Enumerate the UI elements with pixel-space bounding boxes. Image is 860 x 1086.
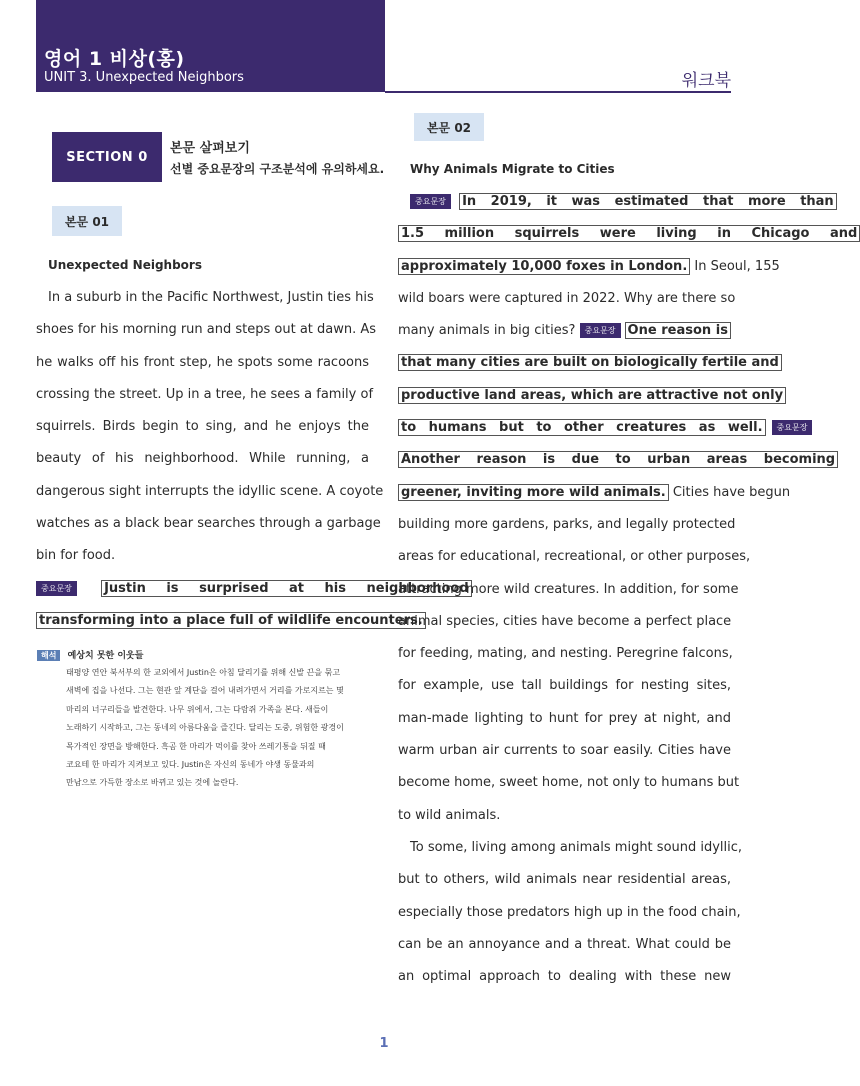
translation-line: 태평양 연안 북서부의 한 교외에서 Justin은 아침 달리기를 위해 신발 끈을 묶고 — [66, 668, 341, 677]
key-sentence-badge: 중요문장 — [36, 581, 77, 596]
passage2-line: an optimal approach to dealing with these new — [398, 969, 731, 985]
passage2-title: Why Animals Migrate to Cities — [410, 162, 615, 176]
passage1-line: In a suburb in the Pacific Northwest, Justin ties his — [48, 290, 374, 305]
key-sentence-badge: 중요문장 — [410, 194, 451, 209]
key-sentence-highlight: 1.5 million squirrels were living in Chicago and — [398, 225, 860, 242]
key-sentence-highlight: Another reason is due to urban areas becoming — [398, 451, 838, 468]
workbook-label: 워크북 — [681, 71, 731, 91]
translation-label: 해석 — [37, 650, 60, 661]
page-number: 1 — [379, 1036, 389, 1051]
key-sentence-line — [36, 573, 469, 605]
key-sentence-highlight: to humans but to other creatures as well. — [398, 419, 766, 436]
passage2-line: wild boars were captured in 2022. Why are there so — [398, 290, 736, 306]
passage2-line: can be an annoyance and a threat. What could be — [398, 936, 731, 952]
passage2-text: In Seoul, 155 — [690, 258, 780, 274]
section-subtitle: 선별 중요문장의 구조분석에 유의하세요. — [170, 162, 385, 176]
passage-tag-02: 본문 02 — [414, 113, 484, 141]
passage2-line — [398, 315, 731, 347]
passage2-line: animal species, cities have become a perfect place — [398, 613, 732, 629]
key-sentence-badge: 중요문장 — [580, 323, 621, 338]
passage2-line: areas for educational, recreational, or other purposes, — [398, 549, 751, 565]
unit-title: UNIT 3. Unexpected Neighbors — [44, 70, 244, 85]
passage2-line — [398, 380, 784, 412]
passage2-text: many animals in big cities? — [398, 323, 580, 339]
key-sentence-highlight: that many cities are built on biologically fertile and — [398, 354, 782, 371]
translation-line: 코요테 한 마리가 지켜보고 있다. Justin은 자신의 동네가 야생 동물과의 — [66, 760, 315, 770]
passage-tag-01: 본문 01 — [52, 206, 122, 236]
passage2-line — [398, 218, 858, 250]
passage2-line: become home, sweet home, not only to humans but — [398, 775, 740, 791]
passage1-body — [36, 282, 469, 637]
passage2-line: To some, living among animals might sound idyllic, — [410, 839, 743, 855]
passage2-line: attracting more wild creatures. In addition, for some — [398, 581, 739, 597]
passage2-line — [398, 186, 834, 218]
section-label: SECTION 0 — [52, 132, 162, 182]
key-sentence-badge: 중요문장 — [772, 420, 813, 435]
passage1-line: he walks off his front step, he spots some racoons — [36, 354, 369, 370]
translation-line: 노래하기 시작하고, 그는 동네의 아름다움을 즐긴다. 달리는 도중, 위험한 광경이 — [66, 723, 344, 733]
passage2-line — [398, 251, 780, 283]
passage2-line: building more gardens, parks, and legally protected — [398, 516, 736, 532]
key-sentence-highlight: Justin is surprised at his neighborhood — [101, 580, 472, 597]
translation-line: 목가적인 장면을 방해한다. 흑곰 한 마리가 먹이를 찾아 쓰레기통을 뒤질 때 — [66, 741, 326, 751]
key-sentence-line — [36, 605, 423, 637]
translation-body — [66, 664, 366, 793]
passage2-body — [398, 186, 858, 993]
passage2-text: Cities have begun — [668, 484, 791, 500]
translation-heading — [37, 648, 143, 661]
book-title: 영어 1 비상(홍) — [44, 48, 185, 70]
passage1-line: dangerous sight interrupts the idyllic scene. A coyote — [36, 483, 384, 499]
translation-line: 마리의 너구리들을 발견한다. 나무 위에서, 그는 다람쥐 가족을 본다. 새들이 — [66, 704, 329, 714]
key-sentence-highlight: productive land areas, which are attractive not only — [398, 387, 786, 404]
header-banner — [36, 0, 385, 92]
passage1-line: beauty of his neighborhood. While running, a — [36, 451, 369, 467]
passage2-line: for example, use tall buildings for nesting sites, — [398, 678, 731, 694]
passage1-line: shoes for his morning run and steps out at dawn. As — [36, 322, 377, 338]
passage2-line: man-made lighting to hunt for prey at night, and — [398, 710, 731, 726]
key-sentence-highlight: One reason is — [625, 322, 731, 339]
translation-line: 만남으로 가득한 장소로 바뀌고 있는 것에 놀란다. — [66, 778, 239, 788]
passage2-line — [398, 477, 791, 509]
translation-title: 예상치 못한 이웃들 — [67, 651, 144, 661]
key-sentence-highlight: approximately 10,000 foxes in London. — [398, 258, 690, 275]
passage2-line: especially those predators high up in the food chain, — [398, 904, 741, 920]
key-sentence-highlight: greener, inviting more wild animals. — [398, 484, 669, 501]
passage2-line — [398, 412, 808, 444]
key-sentence-highlight: In 2019, it was estimated that more than — [459, 193, 837, 210]
passage2-line: warm urban air currents to soar easily. Cities have — [398, 743, 731, 759]
passage2-line: but to others, wild animals near residential areas, — [398, 872, 731, 888]
passage1-line: crossing the street. Up in a tree, he sees a family of — [36, 386, 374, 402]
passage2-line: for feeding, mating, and nesting. Peregrine falcons, — [398, 646, 733, 662]
passage1-title: Unexpected Neighbors — [48, 258, 202, 272]
section-title: 본문 살펴보기 — [170, 141, 250, 156]
passage2-line: to wild animals. — [398, 807, 501, 823]
key-sentence-highlight: transforming into a place full of wildlife encounters. — [36, 612, 426, 629]
passage2-line — [398, 347, 779, 379]
header-divider — [385, 91, 731, 93]
passage1-line: bin for food. — [36, 548, 116, 564]
passage1-line: squirrels. Birds begin to sing, and he enjoys the — [36, 419, 369, 435]
translation-line: 새벽에 집을 나선다. 그는 현관 앞 계단을 걸어 내려가면서 거리를 가로지르는 몇 — [66, 686, 344, 696]
passage1-line: watches as a black bear searches through a garbage — [36, 516, 381, 532]
passage2-line — [398, 444, 836, 476]
